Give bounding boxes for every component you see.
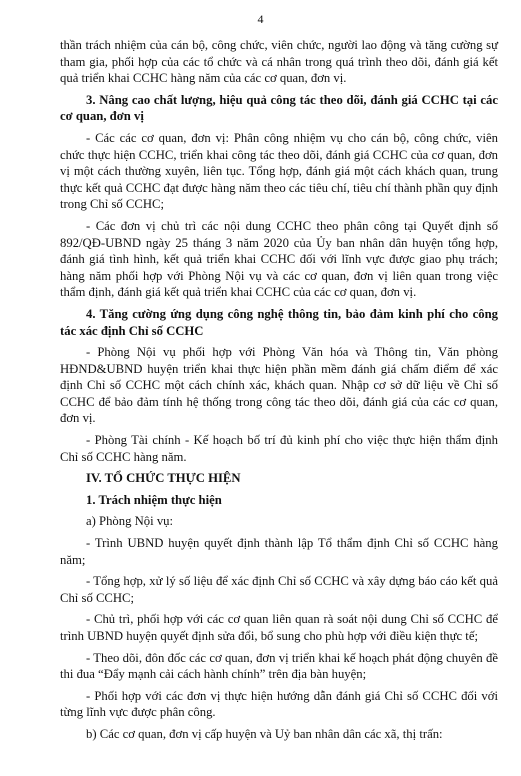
section-heading-iv: IV. TỔ CHỨC THỰC HIỆN	[86, 471, 241, 486]
paragraph-software: - Phòng Nội vụ phối hợp với Phòng Văn hóa và Thông tin, Văn phòng HĐND&UBND huyện triển khai thực hiện phần mềm đánh giá chấm điểm để xác định Chỉ số CCHC một cách chính xác, khách quan. Nhập cơ sở dữ liệu về Chỉ số CCHC để bảo đảm tính hệ thống trong công tác theo dõi, đánh giá của các cơ quan, đơn vị.	[60, 345, 498, 426]
section-heading-4: 4. Tăng cường ứng dụng công nghệ thông tin, bảo đảm kinh phí cho công tác xác định Chỉ số CCHC	[60, 306, 498, 338]
list-item: - Phối hợp với các đơn vị thực hiện hướng dẫn đánh giá Chỉ số CCHC đối với từng lĩnh vực được phân công.	[60, 688, 498, 720]
list-item: - Theo dõi, đôn đốc các cơ quan, đơn vị triển khai kế hoạch phát động chuyên đề thi đua “Đẩy mạnh cải cách hành chính” trên địa bàn huyện;	[60, 650, 498, 682]
item-a-heading: a) Phòng Nội vụ:	[86, 514, 174, 529]
list-item: - Chủ trì, phối hợp với các cơ quan liên quan rà soát nội dung Chỉ số CCHC để trình UBND huyện quyết định sửa đổi, bổ sung cho phù hợp với điều kiện thực tế;	[60, 612, 498, 643]
paragraph-budget: - Phòng Tài chính - Kế hoạch bố trí đủ kinh phí cho việc thực hiện thẩm định Chỉ số CCHC hàng năm.	[60, 433, 498, 464]
section-heading-3: 3. Nâng cao chất lượng, hiệu quả công tác theo dõi, đánh giá CCHC tại các cơ quan, đơn vị	[60, 92, 498, 124]
page-number: 4	[257, 12, 264, 26]
paragraph-continuation: thần trách nhiệm của cán bộ, công chức, viên chức, người lao động và tăng cường sự tham gia, phối hợp của các tổ chức và cá nhân trong quá trình theo dõi, đánh giá kết quả triển khai CCHC hàng năm của các cơ quan, đơn vị.	[60, 38, 498, 86]
subsection-heading-1: 1. Trách nhiệm thực hiện	[86, 492, 222, 507]
paragraph-agencies-tasks: - Các các cơ quan, đơn vị: Phân công nhiệm vụ cho cán bộ, công chức, viên chức thực hiện CCHC, triển khai công tác theo dõi, đánh giá CCHC của cơ quan, đơn vị một cách thường xuyên, liên tục. Tổng hợp, đánh giá một cách khách quan, trung thực kết quả CCHC đạt được hàng năm theo các tiêu chí, tiêu chí thành phần quy định trong Chỉ số CCHC;	[60, 130, 498, 212]
list-item: - Tổng hợp, xử lý số liệu để xác định Chỉ số CCHC và xây dựng báo cáo kết quả Chỉ số CCHC;	[60, 574, 498, 605]
list-item: - Trình UBND huyện quyết định thành lập Tổ thẩm định Chỉ số CCHC hàng năm;	[60, 536, 498, 567]
document-body	[60, 37, 498, 748]
item-b-heading: b) Các cơ quan, đơn vị cấp huyện và Uỷ ban nhân dân các xã, thị trấn:	[86, 726, 443, 741]
paragraph-lead-units: - Các đơn vị chủ trì các nội dung CCHC theo phân công tại Quyết định số 892/QĐ-UBND ngày 25 tháng 3 năm 2020 của Ủy ban nhân dân huyện tổng hợp, đánh giá tình hình, kết quả triển khai CCHC đối với lĩnh vực được giao phụ trách; hàng năm phối hợp với Phòng Nội vụ và các cơ quan, đơn vị liên quan trong việc thẩm định, đánh giá kết quả triển khai CCHC của các cơ quan, đơn vị.	[60, 218, 498, 300]
